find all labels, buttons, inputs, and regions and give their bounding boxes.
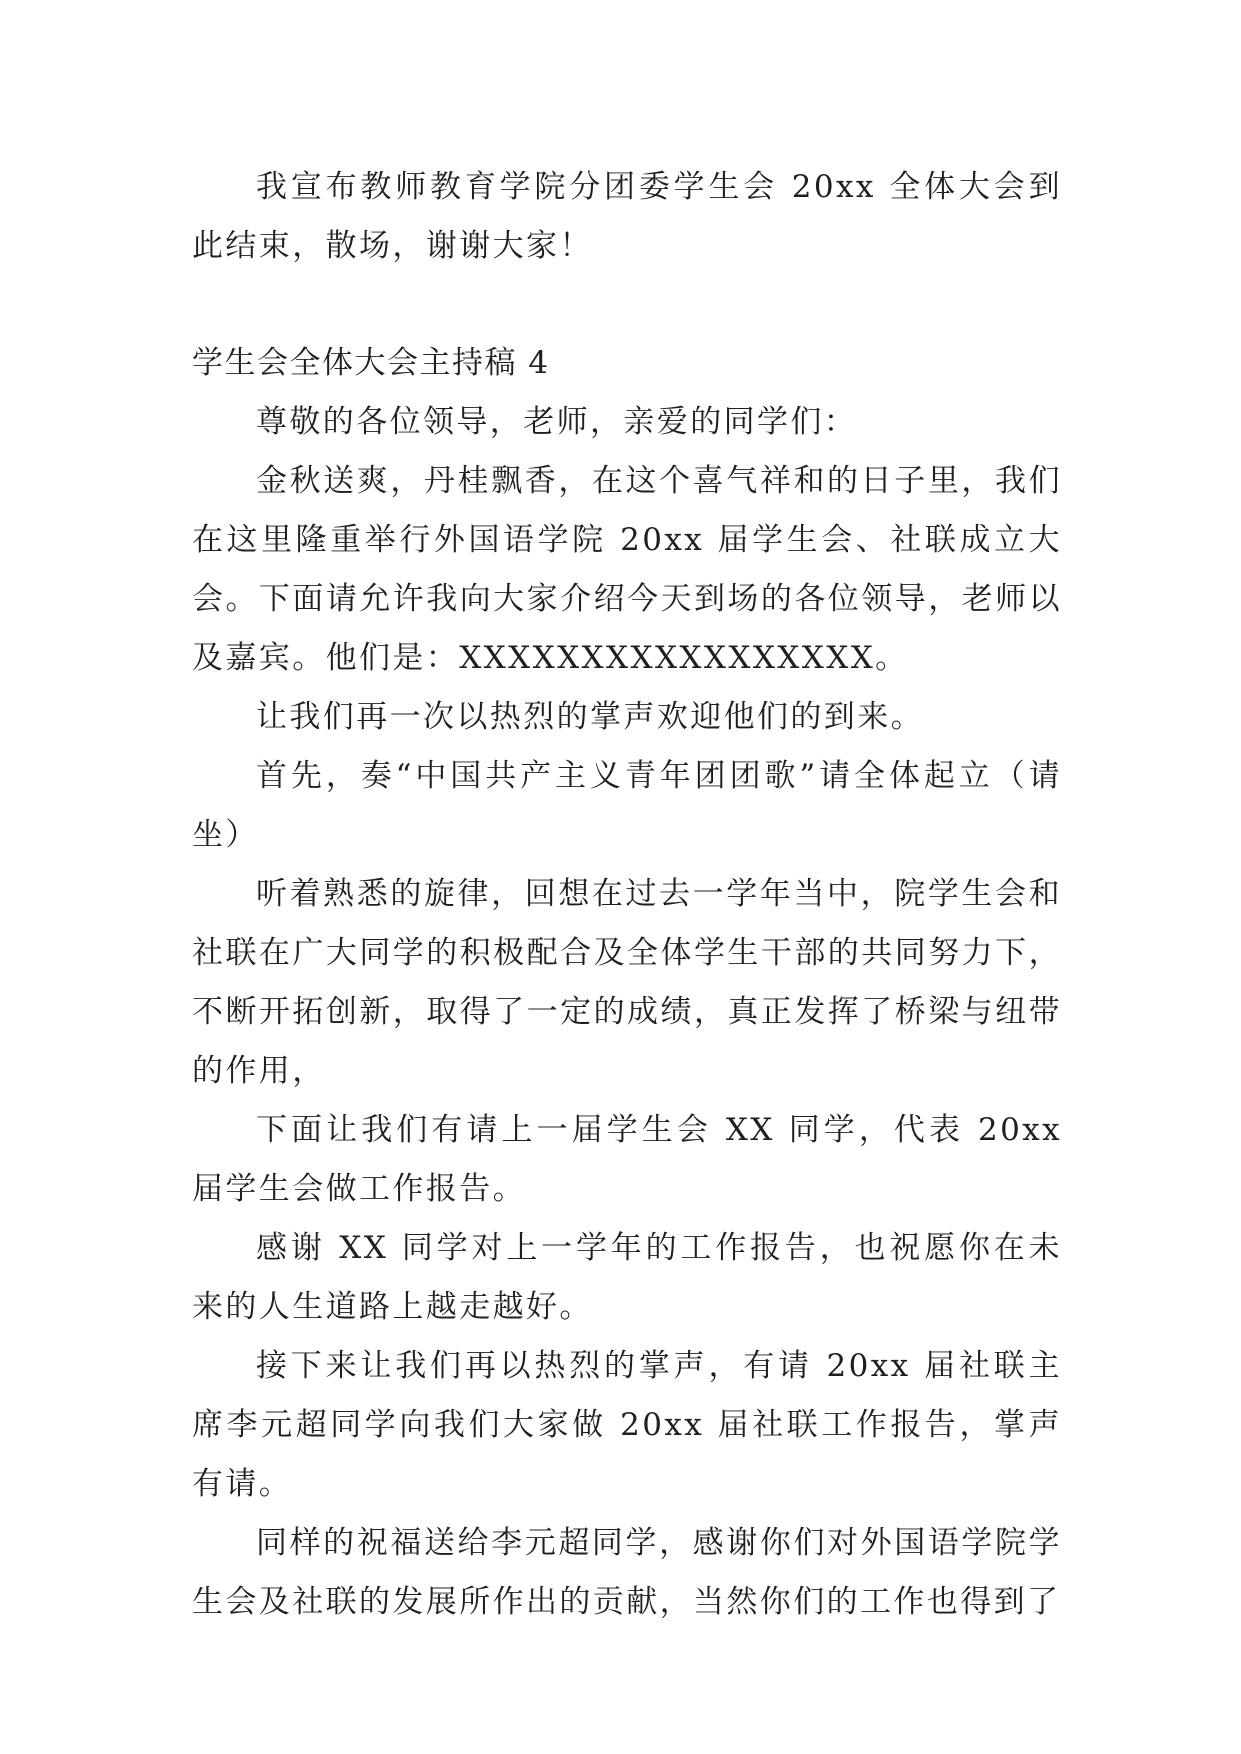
paragraph-salutation: 尊敬的各位领导，老师，亲爱的同学们： (256, 404, 858, 440)
closing-paragraph: 我宣布教师教育学院分团委学生会 20xx 全体大会到此结束，散场，谢谢大家！ (192, 169, 1062, 264)
paragraph-club-report: 接下来让我们再以热烈的掌声，有请 20xx 届社联主席李元超同学向我们大家做 20xx 届社联工作报告，掌声有请。 (192, 1348, 1062, 1502)
section-title: 学生会全体大会主持稿 4 (192, 345, 550, 381)
paragraph-welcome: 让我们再一次以热烈的掌声欢迎他们的到来。 (256, 699, 924, 735)
paragraph-opening: 金秋送爽，丹桂飘香，在这个喜气祥和的日子里，我们在这里隆重举行外国语学院 20xx 届学生会、社联成立大会。下面请允许我向大家介绍今天到场的各位领导，老师以及嘉宾。他们是：XXXXXXXXXXXXXXXXX。 (192, 463, 1062, 676)
paragraph-student-union-report: 下面让我们有请上一届学生会 XX 同学，代表 20xx 届学生会做工作报告。 (192, 1112, 1062, 1207)
paragraph-thanks: 感谢 XX 同学对上一学年的工作报告，也祝愿你在未来的人生道路上越走越好。 (192, 1230, 1062, 1325)
paragraph-review: 听着熟悉的旋律，回想在过去一学年当中，院学生会和社联在广大同学的积极配合及全体学生干部的共同努力下，不断开拓创新，取得了一定的成绩，真正发挥了桥梁与纽带的作用， (192, 876, 1062, 1089)
paragraph-blessing: 同样的祝福送给李元超同学，感谢你们对外国语学院学生会及社联的发展所作出的贡献，当然你们的工作也得到了 (192, 1525, 1062, 1620)
paragraph-anthem: 首先，奏“中国共产主义青年团团歌”请全体起立（请坐） (192, 758, 1062, 853)
document-body (192, 158, 1062, 1632)
